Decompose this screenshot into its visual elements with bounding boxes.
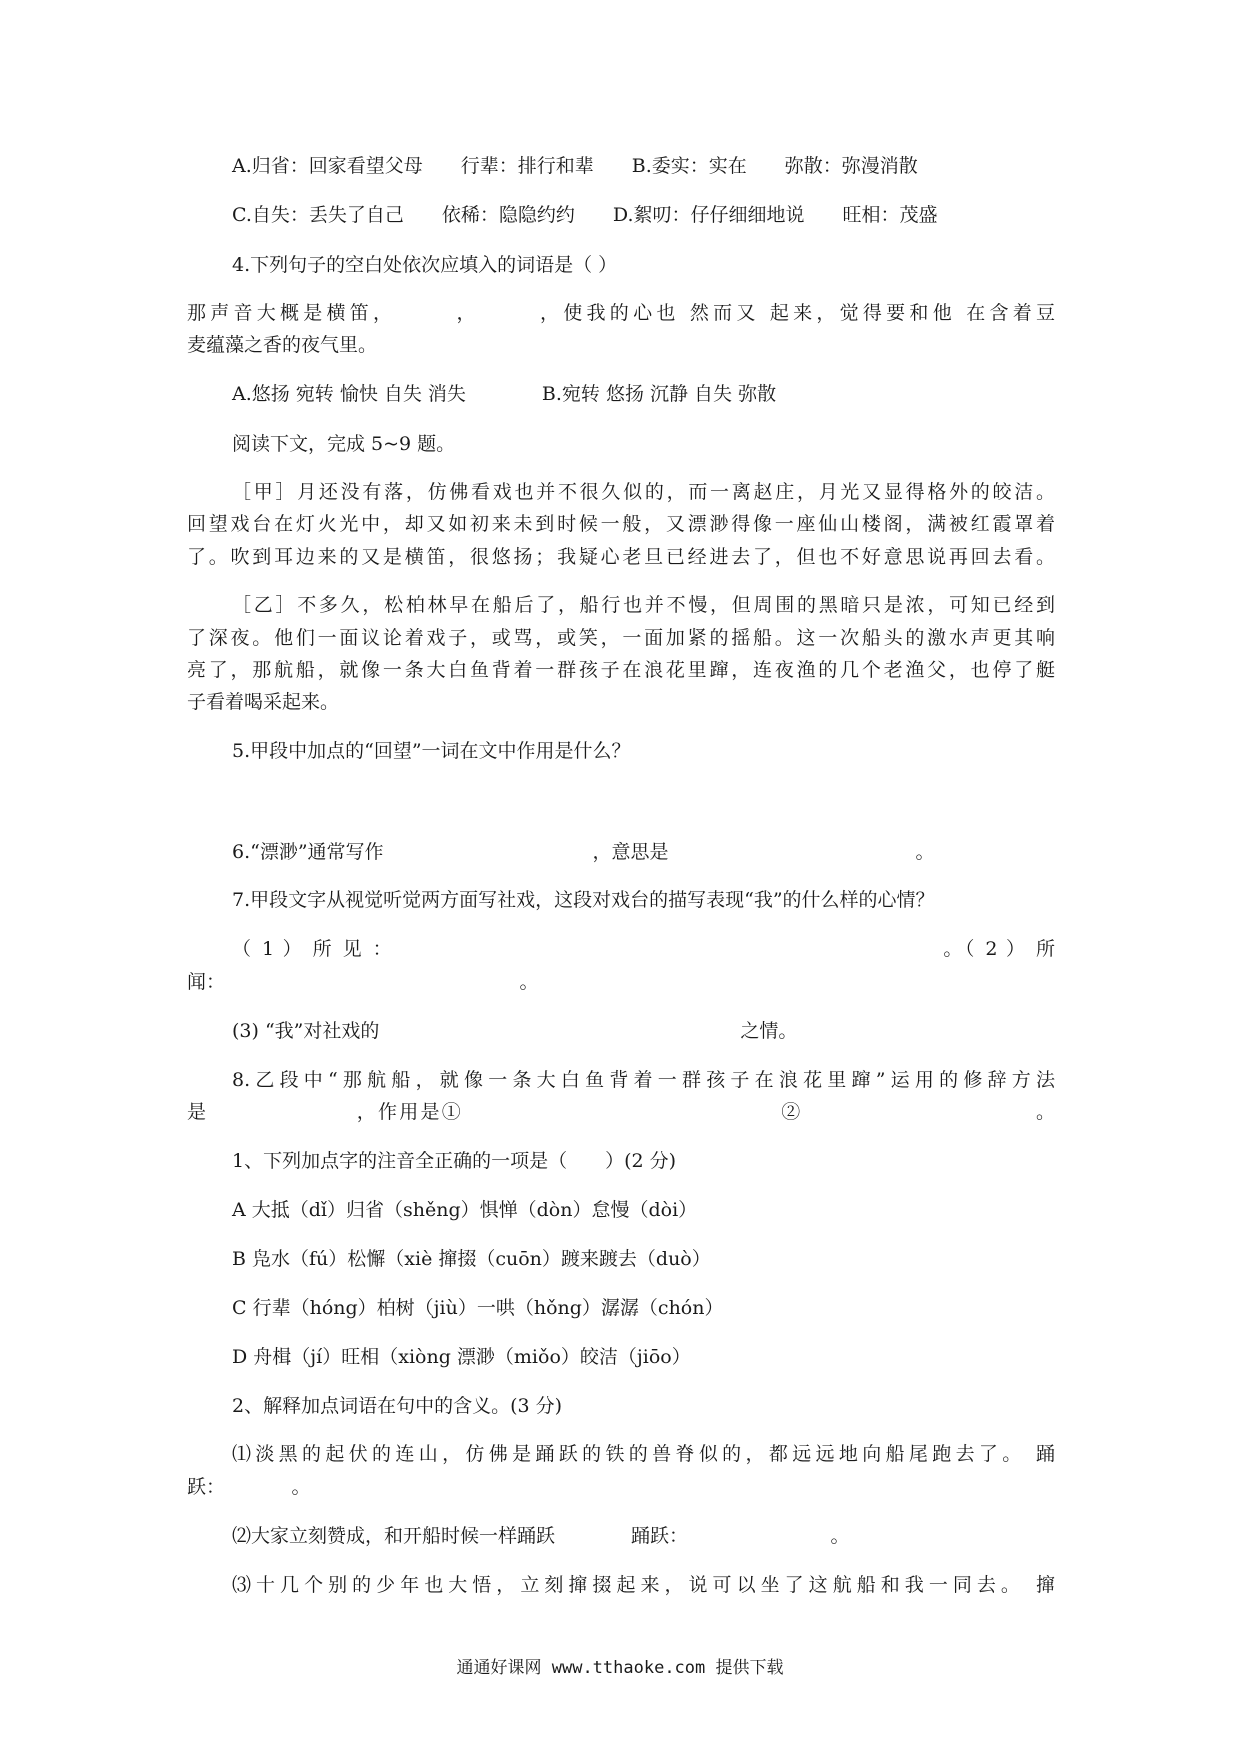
q7-part3: (3) “我”对社戏的 之情。 [232, 1020, 798, 1042]
passage-b-line2: 了深夜。他们一面议论着戏子，或骂，或笑，一面加紧的摇船。这一次船头的激水声更其响 [187, 627, 1055, 649]
page-footer: 通通好课网 www.tthaoke.com 提供下载 [456, 1658, 784, 1678]
passage-a-line2: 回望戏台在灯火光中，却又如初来未到时候一般，又漂渺得像一座仙山楼阁，满被红霞罩着 [187, 513, 1055, 535]
q4-sentence-line2: 麦蕴藻之香的夜气里。 [187, 334, 378, 356]
q3-options-cd: C.自失：丢失了自己 依稀：隐隐约约 D.絮叨：仔仔细细地说 旺相：茂盛 [232, 204, 938, 226]
q2-item2: ⑵大家立刻赞成，和开船时候一样踊跃 踊跃： 。 [232, 1525, 850, 1547]
passage-a-line1: ［甲］月还没有落，仿佛看戏也并不很久似的，而一离赵庄，月光又显得格外的皎洁。 [232, 481, 1055, 503]
q6-question: 6.“漂渺”通常写作 ，意思是 。 [232, 841, 935, 863]
q7-part1: （ 1 ） 所 见 ： 。（ 2 ） 所 [232, 938, 1055, 960]
q2-item1-cont: 跃： 。 [187, 1476, 311, 1498]
q2-item3: ⑶十几个别的少年也大悟，立刻撺掇起来，说可以坐了这航船和我一同去。 撺 [232, 1574, 1055, 1596]
q2-item1: ⑴淡黑的起伏的连山，仿佛是踊跃的铁的兽脊似的，都远远地向船尾跑去了。 踊 [232, 1443, 1055, 1465]
reading-instruction: 阅读下文，完成 5~9 题。 [232, 433, 456, 455]
passage-a-line3: 了。吹到耳边来的又是横笛，很悠扬；我疑心老旦已经进去了，但也不好意思说再回去看。 [187, 546, 1055, 568]
q1-question: 1、下列加点字的注音全正确的一项是（ ）(2 分) [232, 1150, 677, 1172]
q1-option-d: D 舟楫（jí）旺相（xiòng 漂渺（miǒo）皎洁（jiōo） [232, 1346, 691, 1368]
q1-option-a: A 大抵（dǐ）归省（shěng）惧惮（dòn）怠慢（dòi） [232, 1199, 698, 1221]
q2-question: 2、解释加点词语在句中的含义。(3 分) [232, 1395, 563, 1417]
q7-question: 7.甲段文字从视觉听觉两方面写社戏，这段对戏台的描写表现“我”的什么样的心情？ [232, 889, 935, 911]
q1-option-c: C 行辈（hóng）柏树（jiù）一哄（hǒng）潺潺（chón） [232, 1297, 724, 1319]
q4-sentence-line1: 那声音大概是横笛， ， ，使我的心也 然而又 起来，觉得要和他 在含着豆 [187, 302, 1055, 324]
passage-b-line4: 子看着喝采起来。 [187, 691, 340, 713]
passage-b-line1: ［乙］不多久，松柏林早在船后了，船行也并不慢，但周围的黑暗只是浓，可知已经到 [232, 594, 1055, 616]
q4-options: A.悠扬 宛转 愉快 自失 消失 B.宛转 悠扬 沉静 自失 弥散 [232, 383, 777, 405]
passage-b-line3: 亮了，那航船，就像一条大白鱼背着一群孩子在浪花里蹿，连夜渔的几个老渔父，也停了艇 [187, 659, 1055, 681]
q8-answer-line: 是 ，作用是① ② 。 [187, 1101, 1055, 1123]
q1-option-b: B 凫水（fú）松懈（xiè 撺掇（cuōn）踱来踱去（duò） [232, 1248, 711, 1270]
q7-part2: 闻： 。 [187, 971, 539, 993]
q4-question: 4.下列句子的空白处依次应填入的词语是（ ） [232, 254, 618, 276]
q8-question: 8.乙段中“那航船，就像一条大白鱼背着一群孩子在浪花里蹿”运用的修辞方法 [232, 1069, 1055, 1091]
q5-question: 5.甲段中加点的“回望”一词在文中作用是什么？ [232, 740, 631, 762]
q3-options-ab: A.归省：回家看望父母 行辈：排行和辈 B.委实：实在 弥散：弥漫消散 [232, 155, 918, 177]
